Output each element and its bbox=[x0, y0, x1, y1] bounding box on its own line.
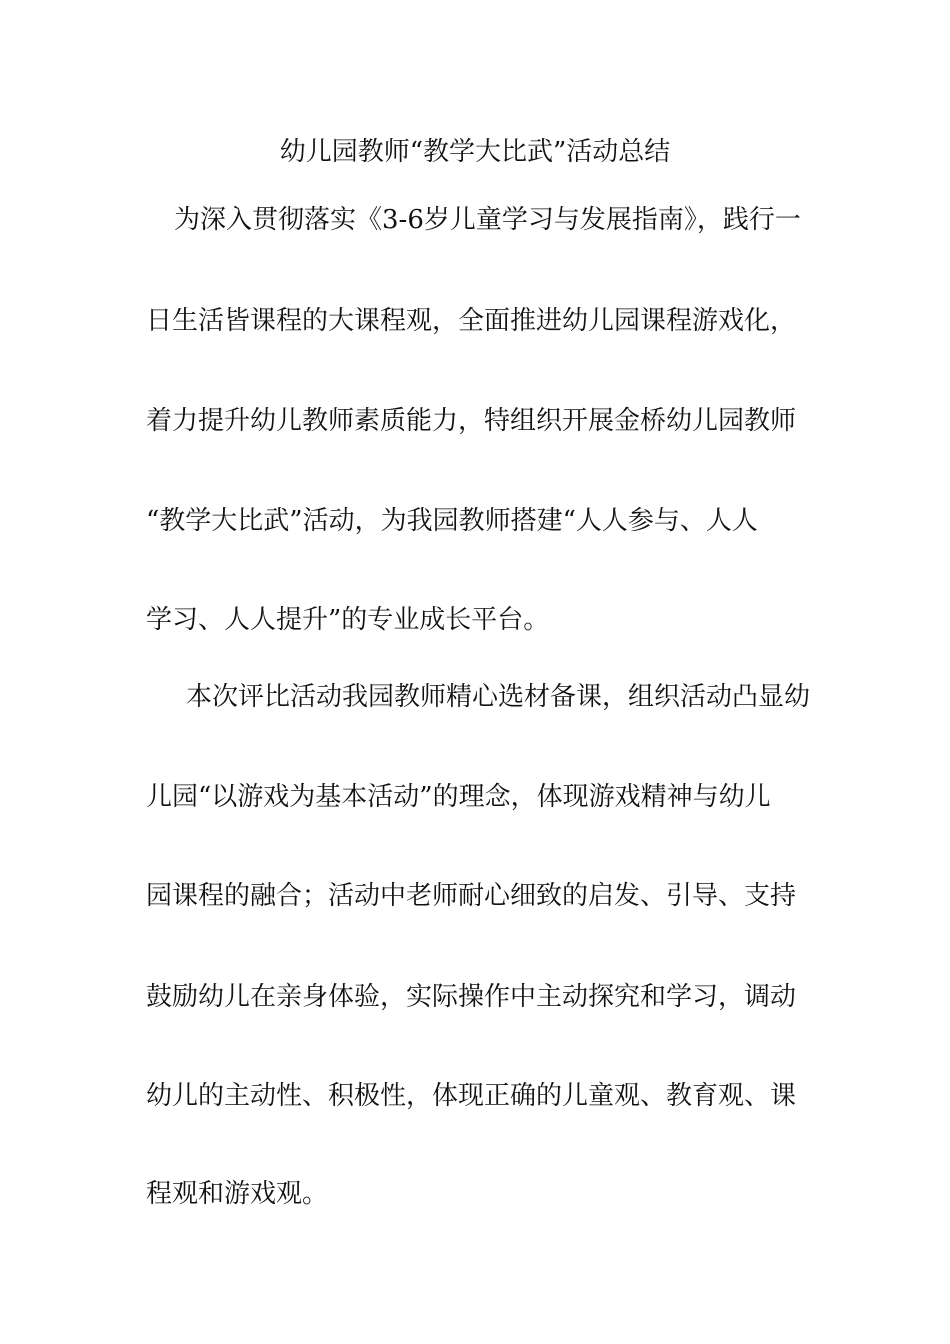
paragraph-1-line-2: 日生活皆课程的大课程观，全面推进幼儿园课程游戏化， bbox=[146, 306, 797, 336]
paragraph-2-line-5: 幼儿的主动性、积极性，体现正确的儿童观、教育观、课 bbox=[146, 1081, 797, 1111]
paragraph-2-line-4: 鼓励幼儿在亲身体验，实际操作中主动探究和学习，调动 bbox=[146, 982, 797, 1012]
paragraph-1-line-3: 着力提升幼儿教师素质能力，特组织开展金桥幼儿园教师 bbox=[146, 406, 797, 436]
paragraph-2-line-2: 儿园“以游戏为基本活动”的理念，体现游戏精神与幼儿 bbox=[146, 782, 771, 812]
paragraph-2-line-6: 程观和游戏观。 bbox=[146, 1179, 329, 1209]
paragraph-1-line-1: 为深入贯彻落实《3-6岁儿童学习与发展指南》，践行一 bbox=[174, 205, 801, 235]
paragraph-1-line-5: 学习、人人提升”的专业成长平台。 bbox=[146, 605, 550, 635]
document-title: 幼儿园教师“教学大比武”活动总结 bbox=[279, 137, 671, 167]
paragraph-1-line-4: “教学大比武”活动，为我园教师搭建“人人参与、人人 bbox=[146, 506, 758, 536]
paragraph-2-line-3: 园课程的融合；活动中老师耐心细致的启发、引导、支持 bbox=[146, 881, 797, 911]
paragraph-2-line-1: 本次评比活动我园教师精心选材备课，组织活动凸显幼 bbox=[186, 682, 811, 712]
